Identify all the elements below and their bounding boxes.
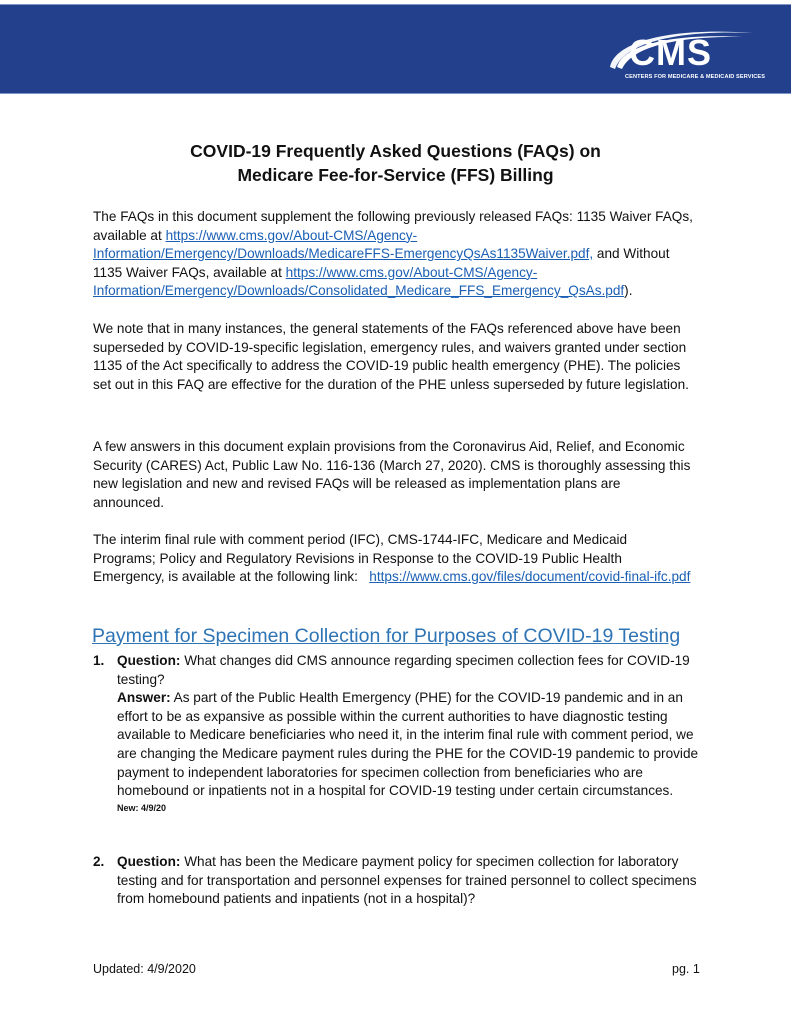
question-label: Question: (117, 653, 181, 668)
consolidated-faq-link[interactable]: https://www.cms.gov/About-CMS/Agency-Information/Emergency/Downloads/Consolidated_Medicare_FFS_Emergency_QsAs.pdf (93, 264, 625, 299)
intro-paragraph-1 (93, 208, 693, 301)
faq-question (117, 853, 703, 909)
question-text: What has been the Medicare payment policy for specimen collection for laboratory testing and for transportation and personnel expenses for trained personnel to collect specimens from homebound patients and inpatients (not in a hospital)? (117, 854, 697, 907)
intro-text: ). (624, 283, 633, 299)
answer-label: Answer: (117, 690, 171, 706)
title-line-2: Medicare Fee-for-Service (FFS) Billing (237, 165, 554, 185)
document-title (0, 139, 791, 187)
faq-answer (117, 689, 703, 801)
faq-question (117, 652, 703, 689)
footer-page-number: pg. 1 (672, 962, 700, 976)
question-text: What changes did CMS announce regarding specimen collection fees for COVID-19 testing? (117, 653, 690, 687)
new-date-tag: New: 4/9/20 (117, 802, 167, 813)
intro-paragraph-4 (93, 531, 693, 587)
faq-item-1 (93, 652, 703, 815)
faq-number: 2. (93, 854, 105, 869)
ifc-link[interactable]: https://www.cms.gov/files/document/covid-final-ifc.pdf (369, 569, 691, 585)
section-heading: Payment for Specimen Collection for Purposes of COVID-19 Testing (92, 625, 681, 647)
cms-wordmark: CMS (629, 32, 712, 73)
faq-item-2 (93, 853, 703, 909)
footer-updated-date: Updated: 4/9/2020 (93, 962, 196, 976)
answer-text: As part of the Public Health Emergency (PHE) for the COVID-19 pandemic and in an effort to be as expansive as possible within the current authorities to have diagnostic testing available to Medicare beneficiaries who need it, in the interim final rule with comment period, we are changing the Medicare payment rules during the PHE for the COVID-19 pandemic to provide payment to independent laboratories for specimen collection from beneficiaries who are homebound or inpatients not in a hospital for COVID-19 testing under certain circumstances. (117, 690, 699, 799)
intro-text: The FAQs in this document supplement the following previously released FAQs: 1135 Waiver FAQs, available at (93, 209, 693, 243)
intro-paragraph-3: A few answers in this document explain provisions from the Coronavirus Aid, Relief, and Economic Security (CARES) Act, Public Law No. 116-136 (March 27, 2020). CMS is thoroughly assessing this new legislation and new and revised FAQs will be released as implementation plans are announced. (93, 439, 691, 510)
header-banner (0, 4, 791, 94)
cms-logo-subtitle: CENTERS FOR MEDICARE & MEDICAID SERVICES (625, 74, 766, 80)
faq-number: 1. (93, 653, 105, 668)
question-label: Question: (117, 854, 181, 869)
intro-text: and Without 1135 Waiver FAQs, available at (93, 246, 670, 280)
title-line-1: COVID-19 Frequently Asked Questions (FAQs) on (190, 141, 601, 161)
ifc-text: The interim final rule with comment period (IFC), CMS-1744-IFC, Medicare and Medicaid Programs; Policy and Regulatory Revisions in Response to the COVID-19 Public Health Emergency, is available at the following link: (93, 532, 631, 585)
cms-logo (603, 27, 766, 83)
intro-paragraph-2: We note that in many instances, the general statements of the FAQs referenced above have been superseded by COVID-19-specific legislation, emergency rules, and waivers granted under section 1135 of the Act specifically to address the COVID-19 public health emergency (PHE). The policies set out in this FAQ are effective for the duration of the PHE unless superseded by future legislation. (93, 321, 689, 392)
waiver-faq-link[interactable]: https://www.cms.gov/About-CMS/Agency-Information/Emergency/Downloads/MedicareFFS-EmergencyQsAs1135Waiver.pdf, (93, 227, 594, 262)
